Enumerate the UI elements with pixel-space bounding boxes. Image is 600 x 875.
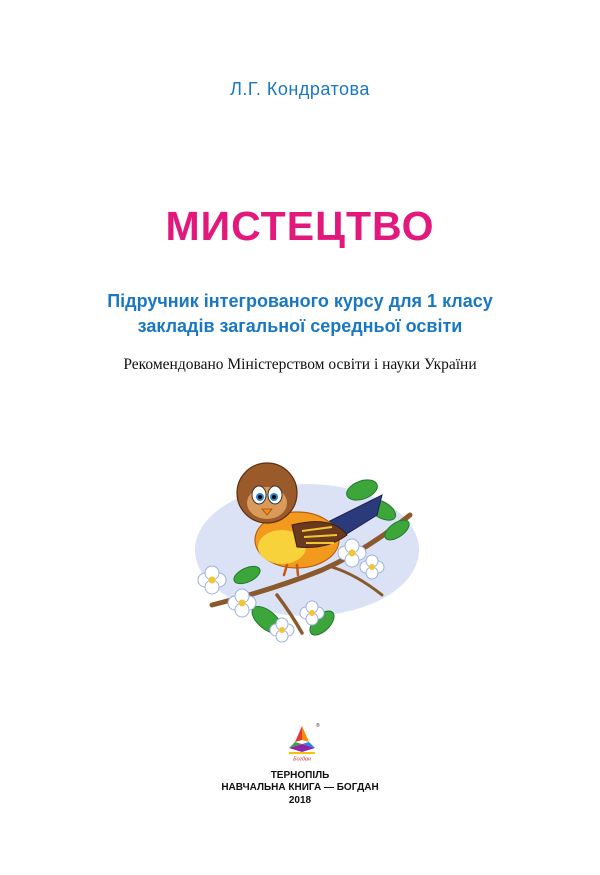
book-title: МИСТЕЦТВО xyxy=(165,203,435,249)
logo-wordmark: Богдан xyxy=(293,756,311,763)
registered-mark: ® xyxy=(316,723,320,729)
subtitle-line-1: Підручник інтегрованого курсу для 1 класу xyxy=(107,291,493,311)
publisher-logo xyxy=(285,722,319,762)
imprint-publisher: НАВЧАЛЬНА КНИГА — БОГДАН xyxy=(221,782,379,793)
imprint-year: 2018 xyxy=(288,795,312,806)
ministry-recommendation: Рекомендовано Міністерством освіти і науки України xyxy=(123,356,477,373)
bird-illustration xyxy=(182,455,422,645)
imprint-city: ТЕРНОПІЛЬ xyxy=(270,770,330,781)
author-name: Л.Г. Кондратова xyxy=(230,79,370,99)
subtitle-line-2: закладів загальної середньої освіти xyxy=(137,316,463,336)
